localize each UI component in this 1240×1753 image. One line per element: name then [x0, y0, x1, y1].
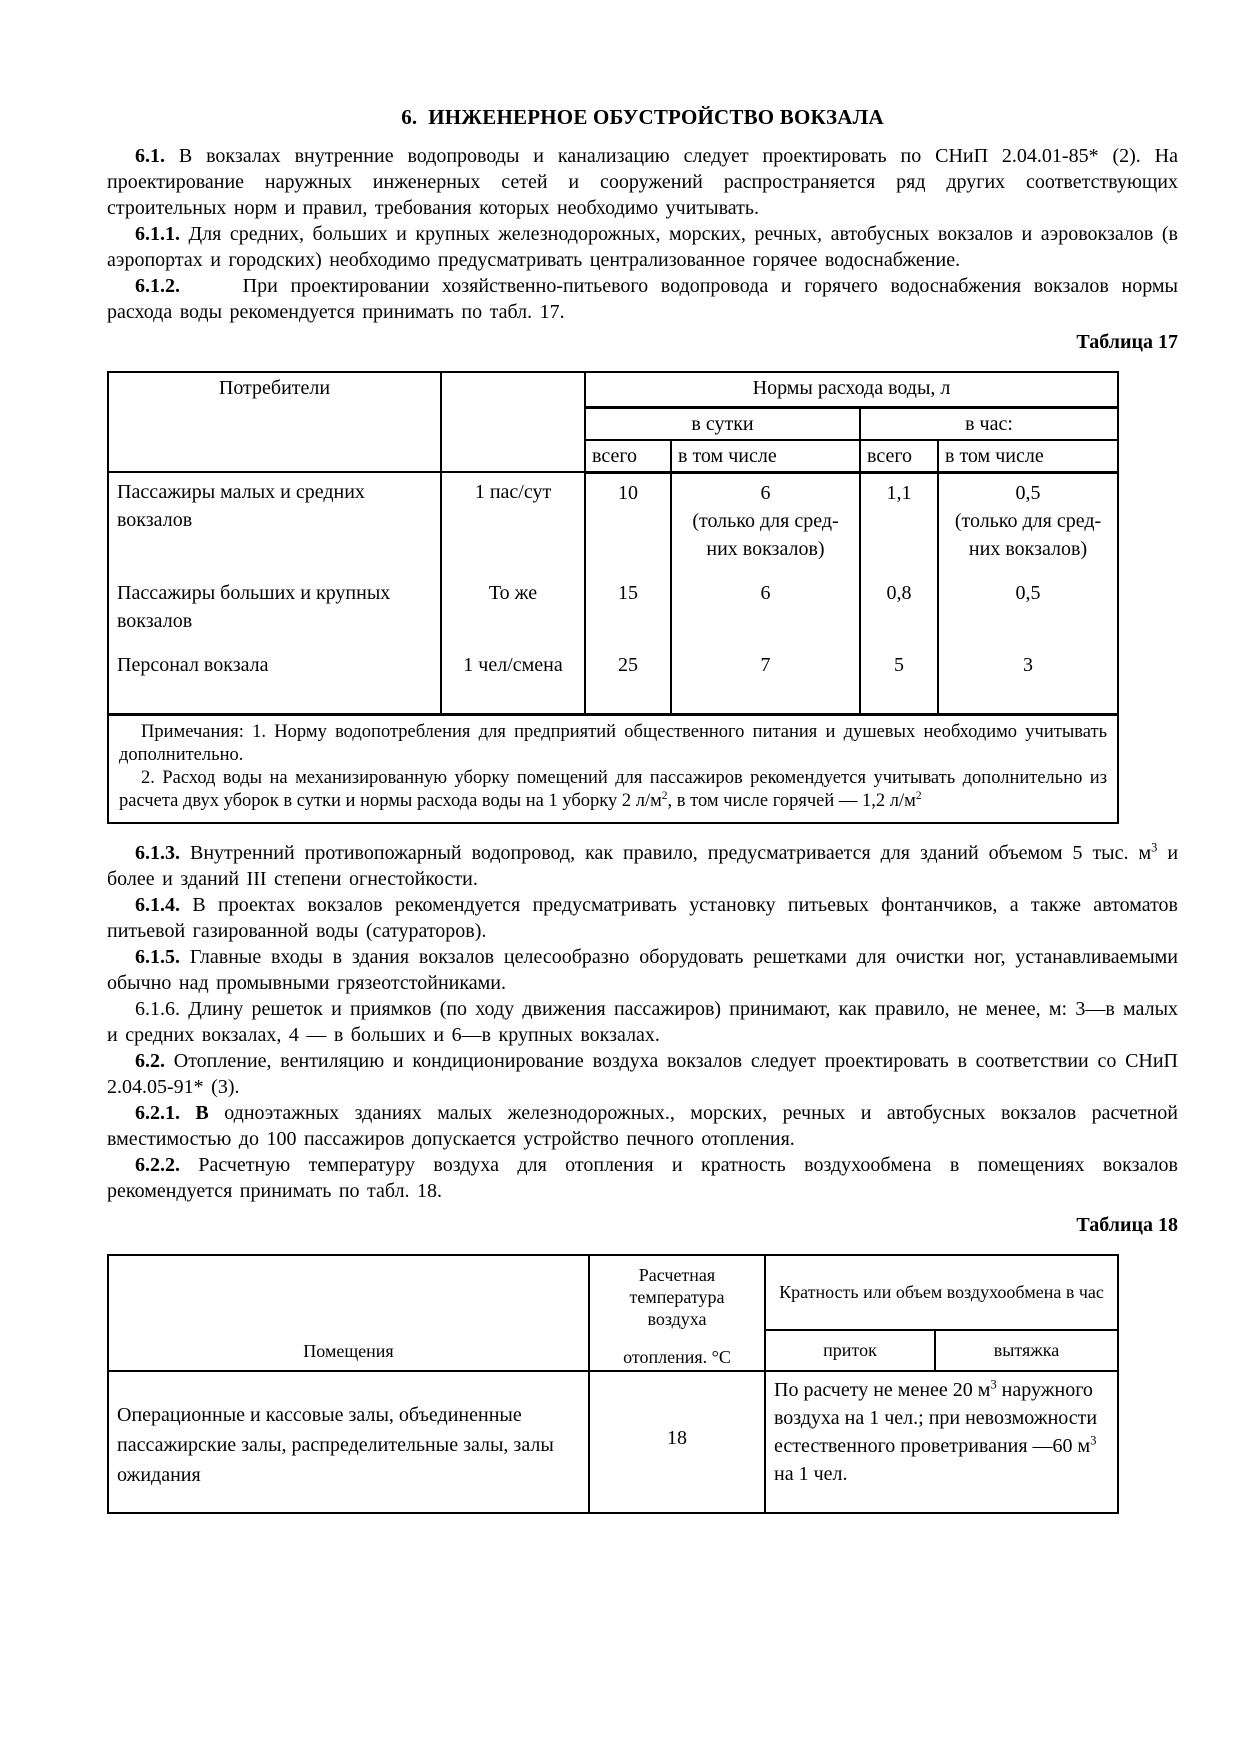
- clause-text: Для средних, больших и крупных железнодорожных, морских, речных, автобусных вокзалов и аэровокзалов (в аэропортах и городских) необходимо предусматривать централизованное горячее водоснабжение.: [107, 223, 1179, 271]
- clause-number: 6.1.: [135, 145, 165, 167]
- t18-header-row-1: [108, 1255, 1118, 1330]
- clause-number: 6.2.: [135, 1049, 165, 1072]
- unit-cell: 1 чел/смена: [441, 637, 585, 715]
- airexchange-text: наружного воздуха на 1 чел.; при невозможности естественного проветривания —60 м: [774, 1378, 1098, 1457]
- clause-6-1: [107, 143, 1178, 221]
- clause-6-1-2: [107, 273, 1178, 325]
- value-cell: 5: [860, 637, 938, 715]
- table17-caption: Таблица 17: [1076, 331, 1178, 353]
- table-row: [108, 637, 1118, 715]
- t17-notes-row: [108, 714, 1118, 823]
- clause-number: 6.1.2.: [135, 275, 180, 297]
- t17-notes: [108, 714, 1118, 823]
- superscript: 3: [1090, 1432, 1097, 1447]
- value-cell: 10: [585, 472, 671, 565]
- t18-header-rooms: Помещения: [108, 1255, 589, 1371]
- note-1: Примечания: 1. Норму водопотребления для предприятий общественного питания и душевых необходимо учитывать дополнительно.: [119, 721, 1108, 765]
- t17-header-norms: Нормы расхода воды, л: [585, 372, 1118, 407]
- value-cell: 7: [671, 637, 860, 715]
- t18-header-temp-line2: отопления. °С: [623, 1346, 731, 1367]
- section-title: 6. ИНЖЕНЕРНОЕ ОБУСТРОЙСТВО ВОКЗАЛА: [401, 105, 884, 129]
- clause-number: 6.2.2.: [135, 1153, 180, 1176]
- t17-subheader-total-day: всего: [585, 440, 671, 473]
- consumer-cell: Пассажиры больших и крупных вокзалов: [108, 565, 441, 637]
- clause-number: 6.1.6.: [135, 997, 180, 1020]
- unit-cell: То же: [441, 565, 585, 637]
- clause-number: 6.1.5.: [135, 945, 180, 968]
- clause-6-2-2: [107, 1152, 1178, 1204]
- temp-value-cell: 18: [589, 1371, 765, 1513]
- value-note: них вокзалов): [968, 537, 1088, 560]
- value-cell: [671, 472, 860, 565]
- rooms-cell: Операционные и кассовые залы, объединенные пассажирские залы, распределительные залы, залы ожидания: [108, 1371, 589, 1513]
- unit-cell: 1 пас/сут: [441, 472, 585, 565]
- t18-header-temp-line1: Расчетная температура воздуха: [629, 1264, 725, 1329]
- t17-subheader-total-hour: всего: [860, 440, 938, 473]
- t17-header-row-1: [108, 372, 1118, 407]
- airexchange-cell: [765, 1371, 1118, 1513]
- table-row: [108, 1371, 1118, 1513]
- value-cell: 15: [585, 565, 671, 637]
- airexchange-text: По расчету не менее 20 м: [774, 1378, 991, 1401]
- clause-text: При проектировании хозяйственно-питьевого водопровода и горячего водоснабжения вокзалов нормы расхода воды рекомендуется принимать по табл. 17.: [107, 275, 1178, 323]
- value-cell: 25: [585, 637, 671, 715]
- clause-text: В проектах вокзалов рекомендуется предусматривать установку питьевых фонтанчиков, а также автоматов питьевой газированной воды (сатураторов).: [107, 893, 1178, 942]
- value-cell: 1,1: [860, 472, 938, 565]
- value-cell: 3: [938, 637, 1118, 715]
- t17-header-unit: [441, 372, 585, 472]
- note-2: [119, 767, 1107, 813]
- note-2-text: , в том числе горячей — 1,2 л/м: [667, 790, 916, 811]
- t17-header-per-hour: в час:: [860, 407, 1118, 440]
- clause-6-1-6: [107, 996, 1178, 1048]
- airexchange-text: на 1 чел.: [774, 1462, 848, 1485]
- t18-subheader-exhaust: вытяжка: [935, 1330, 1118, 1371]
- value-note: (только для сред-: [692, 509, 839, 532]
- t17-subheader-incl-day: в том числе: [671, 440, 860, 473]
- t17-subheader-incl-hour: в том числе: [938, 440, 1118, 473]
- superscript: 2: [661, 789, 668, 802]
- clause-number: 6.1.4.: [135, 893, 180, 916]
- superscript: 3: [990, 1376, 997, 1391]
- clause-number: 6.1.3.: [135, 841, 180, 864]
- t18-subheader-inflow: приток: [765, 1330, 935, 1371]
- clause-number: 6.2.1. В: [135, 1101, 209, 1124]
- consumer-cell: Персонал вокзала: [108, 637, 441, 715]
- consumer-cell: Пассажиры малых и средних вокзалов: [108, 472, 441, 565]
- note-2-text: 2. Расход воды на механизированную уборку помещений для пассажиров рекомендуется учитывать дополнительно из расчета двух уборок в сутки и нормы расхода воды на 1 уборку 2 л/м: [119, 767, 1108, 811]
- clause-6-2: [107, 1048, 1178, 1100]
- clause-6-1-5: [107, 944, 1178, 996]
- clause-text: Внутренний противопожарный водопровод, как правило, предусматривается для зданий объемом 5 тыс. м: [189, 841, 1152, 864]
- value-note: них вокзалов): [706, 537, 825, 560]
- table18-caption: Таблица 18: [1076, 1213, 1178, 1236]
- clause-text: Расчетную температуру воздуха для отопления и кратность воздухообмена в помещениях вокзалов рекомендуется принимать по табл. 18.: [107, 1153, 1178, 1202]
- t18-header-airexchange: Кратность или объем воздухообмена в час: [765, 1255, 1118, 1330]
- clause-text: и более и зданий III степени огнестойкости.: [107, 841, 1179, 890]
- value: 6: [760, 481, 771, 504]
- clause-text: Главные входы в здания вокзалов целесообразно оборудовать решетками для очистки ног, устанавливаемыми обычно над промывными грязеотстойниками.: [107, 945, 1178, 994]
- clause-6-1-1: [107, 221, 1178, 273]
- value-cell: 0,5: [938, 565, 1118, 637]
- t17-header-consumers: Потребители: [108, 372, 441, 472]
- superscript: 2: [915, 789, 922, 802]
- table17: [107, 371, 1119, 824]
- t17-header-per-day: в сутки: [585, 407, 860, 440]
- clause-6-2-1: [107, 1100, 1178, 1152]
- value-cell: [938, 472, 1118, 565]
- clause-text: Длину решеток и приямков (по ходу движения пассажиров) принимают, как правило, не менее, м: 3—в малых и средних вокзалах, 4 — в больших и 6—в крупных вокзалах.: [107, 997, 1179, 1046]
- value-cell: 0,8: [860, 565, 938, 637]
- clause-text: Отопление, вентиляцию и кондиционирование воздуха вокзалов следует проектировать в соответствии со СНиП 2.04.05-91* (3).: [107, 1049, 1179, 1098]
- superscript: 3: [1151, 839, 1158, 854]
- clause-number: 6.1.1.: [135, 223, 180, 245]
- clause-6-1-3: [107, 840, 1178, 892]
- table18: [107, 1254, 1119, 1514]
- table-row: [108, 472, 1118, 565]
- value-cell: 6: [671, 565, 860, 637]
- t18-header-temp: [589, 1255, 765, 1371]
- table-row: [108, 565, 1118, 637]
- value: 0,5: [1015, 481, 1041, 504]
- value-note: (только для сред-: [954, 509, 1102, 532]
- clause-text: В вокзалах внутренние водопроводы и канализацию следует проектировать по СНиП 2.04.01-85* (2). На проектирование наружных инженерных сетей и сооружений распространяется ряд других соответствующих строительных норм и правил, требования которых необходимо учитывать.: [107, 145, 1178, 219]
- clause-6-1-4: [107, 892, 1178, 944]
- clause-text: одноэтажных зданиях малых железнодорожных., морских, речных и автобусных вокзалов расчетной вместимостью до 100 пассажиров допускается устройство печного отопления.: [107, 1101, 1179, 1150]
